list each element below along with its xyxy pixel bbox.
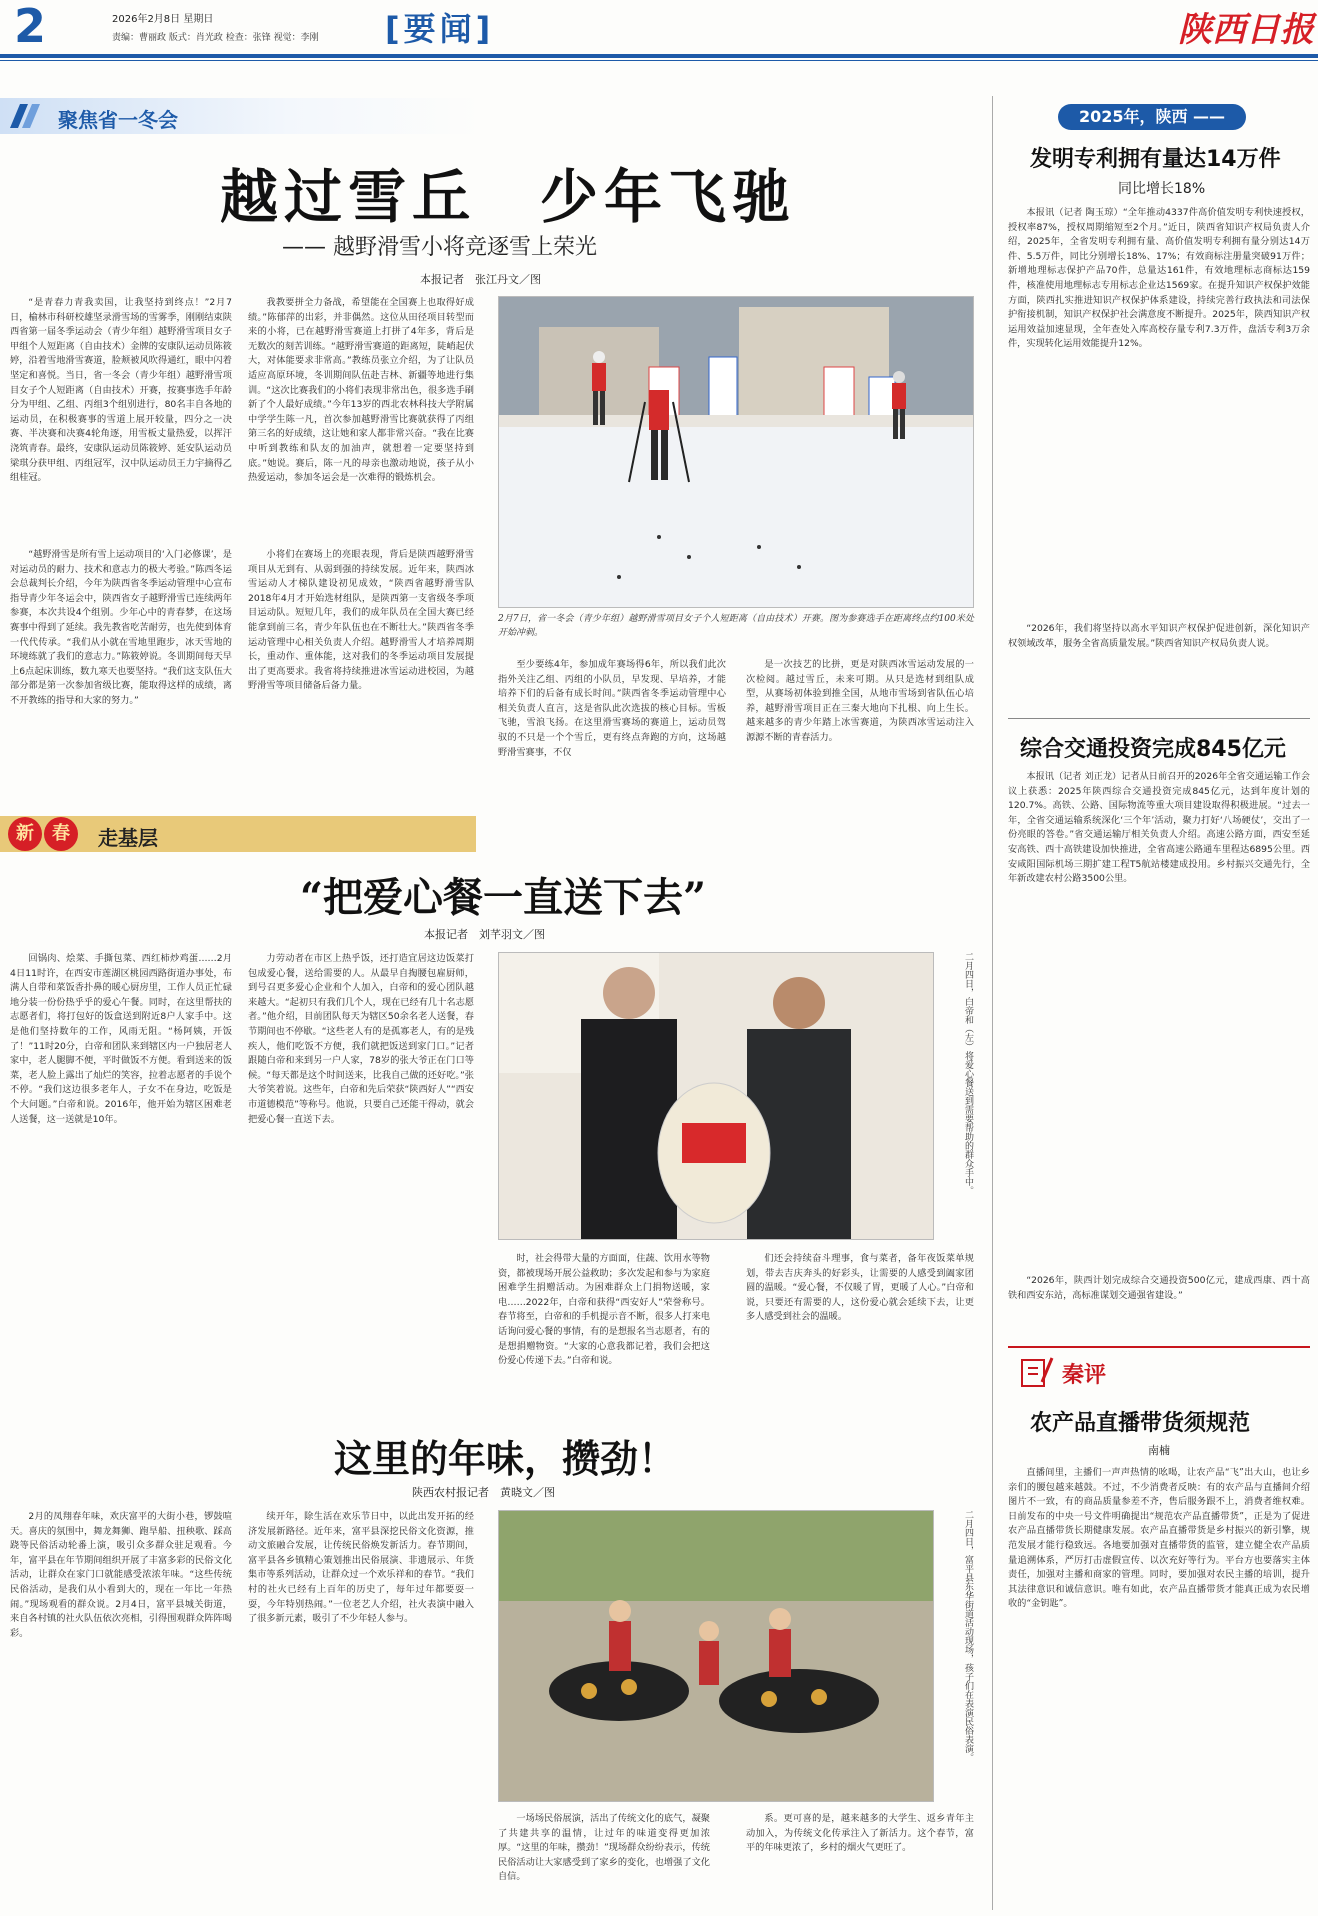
- column-divider: [992, 96, 993, 1910]
- masthead: [0, 0, 1318, 56]
- article-column: 2月的凤翔春年味，欢庆富平的大街小巷，锣鼓喧天。喜庆的氛围中，舞龙舞狮、跑旱船、扭秧歌、踩高跷等民俗活动轮番上演，吸引众多群众驻足观看。今年，富平县在年节期间组织开展了丰富多彩的民俗文化活动，让群众在家门口就能感受浓浓年味。“这些传统民俗活动，是我们从小看到大的，现在一年比一年热闹。”现场观看的群众说。2月4日，富平县城关街道，来自各村镇的社火队伍依次亮相，引得围观群众阵阵喝彩。: [10, 1511, 232, 1639]
- article-column: 系。更可喜的是，越来越多的大学生、返乡青年主动加入，为传统文化传承注入了新活力。这个春节，富平的年味更浓了，乡村的烟火气更旺了。: [746, 1813, 974, 1854]
- photo-caption-top: 2月7日，省一冬会（青少年组）越野滑雪项目女子个人短距离（自由技术）开赛。图为参赛选手在距离终点约100米处开始冲刺。: [498, 614, 974, 638]
- pen-icon: [1020, 1356, 1054, 1388]
- subheadline-top: —— 越野滑雪小将竞逐雪上荣光: [282, 235, 597, 260]
- rail-topic-pill: 2025年，陕西 ——: [1058, 104, 1246, 130]
- article-column: “越野滑雪是所有雪上运动项目的‘入门必修课’，是对运动员的耐力、技术和意志力的极大考验。”陈西冬运会总裁判长介绍，今年为陕西省冬季运动管理中心宣布指导青少年冬运会中，陕西省女子越野滑雪已连续两年参赛，本次共设4个组别。少年心中的青春梦，在这场赛事中得到了延续。我先教省吃苦耐劳，也先使到体育一代代传承。“我们从小就在雪地里跑步，冰天雪地的环境练就了我们的意志力。”陈筱婷说。冬训期间每天早上6点起床训练，数九寒天也要坚持。“我们这支队伍大部分都是第一次参加省级比赛，能取得这样的成绩，离不开教练的指导和大家的努力。”: [10, 549, 232, 706]
- slash-icon: [10, 104, 40, 128]
- article-column: “是青春力青我卖国，让我坚持到终点！”2月7日，榆林市科研校雄坚录滑雪场的雪雾季，刚刚结束陕西省第一届冬季运动会（青少年组）越野滑雪项目女子甲组个人短距离（自由技术）金牌的安康队运动员陈筱婷，沿着雪地滑雪赛道，脸颊被风吹得通红，眼中闪着坚定和喜悦。当日，省一冬会（青少年组）越野滑雪项目女子个人短距离（自由技术）开赛，按赛事选手年龄分为甲组、乙组、丙组3个组别进行，80名丰自各地的运动员，在积极赛事的雪道上展开较量，四分之一决赛、半决赛和决赛4轮角逐，用雪板丈量热爱，以挥汗浇筑青春。最终，安康队运动员陈筱婷、延安队运动员梁琪分获甲组、丙组冠军，汉中队运动员王力宇摘得乙组桂冠。: [10, 297, 232, 484]
- masthead-rule-thin: [0, 60, 1318, 61]
- article-column: 直播间里，主播们一声声热情的吆喝，让农产品“飞”出大山，也让乡亲们的腰包越来越鼓。不过，不少消费者反映：有的农产品与直播间介绍图片不一致，有的商品质量参差不齐，售后服务跟不上，消费者维权难。日前发布的中央一号文件明确提出“规范农产品直播带货”，正是为了促进农产品直播带货长期健康发展。农产品直播带货是乡村振兴的新引擎，规范发展才能行稳致远。各地要加强对直播带货的监管，建立健全农产品质量追溯体系，严厉打击虚假宣传、以次充好等行为。平台方也要落实主体责任，加强对主播和商家的管理。同时，要加强对农民主播的培训，提升其法律意识和诚信意识。唯有如此，农产品直播带货才能真正成为农民增收的“金钥匙”。: [1008, 1467, 1310, 1610]
- commentary-author: 南楠: [1148, 1444, 1170, 1457]
- article-column: 本报讯（记者 刘正龙）记者从日前召开的2026年全省交通运输工作会议上获悉：2025年陕西综合交通投资完成845亿元，达到年度计划的120.7%。高铁、公路、国际物流等重大项目建设取得积极进展。“过去一年，全省交通运输系统深化‘三个年’活动，聚力打好‘八场硬仗’，交出了一份亮眼的答卷。”省交通运输厅相关负责人介绍。高速公路方面，西安至延安高铁、西十高铁建设加快推进，全省高速公路通车里程达6895公里。西安咸阳国际机场三期扩建工程T5航站楼建成投用。乡村振兴交通先行，全年新改建农村公路3500公里。: [1008, 771, 1310, 885]
- folk-festival-illustration: [499, 1511, 934, 1802]
- editor-credits: 责编：曹丽政 版式：肖光政 检查：张锋 视觉：李刚: [112, 33, 319, 43]
- article-column: 续开年，除生活在欢乐节日中，以此出发开拓的经济发展新路径。近年来，富平县深挖民俗文化资源，推动文旅融合发展，让传统民俗焕发新活力。春节期间，富平县各乡镇精心策划推出民俗展演、非遗展示、年货集市等系列活动，让群众过一个欢乐祥和的春节。“我们村的社火已经有上百年的历史了，每年过年都要耍一耍，今年特别热闹。”一位老艺人介绍，社火表演中融入了很多新元素，吸引了不少年轻人参与。: [248, 1511, 474, 1625]
- issue-date: 2026年2月8日 星期日: [112, 14, 214, 25]
- article-column: 一场场民俗展演，活出了传统文化的底气，凝聚了共建共享的温情，让过年的味道变得更加浓厚。“这里的年味，攒劲！”现场群众纷纷表示，传统民俗活动让大家感受到了家乡的变化，也增强了文化自信。: [498, 1813, 710, 1883]
- article-column: 至少要练4年，参加成年赛场得6年，所以我们此次指外关注乙组、丙组的小队员，早发现、早培养，才能培养下们的后备有成长时间。”陕西省冬季运动管理中心相关负责人直言，这是省队此次选拔的核心目标。雪板飞驰，雪浪飞扬。在这里滑雪赛场的赛道上，运动员驾驭的不只是一个个雪丘，更有终点奔跑的方向，这场越野滑雪赛事，不仅: [498, 659, 726, 758]
- topic-band-label: 聚焦省一冬会: [58, 108, 178, 132]
- headline-patents: 发明专利拥有量达14万件: [1030, 147, 1281, 172]
- band-char-spring: 春: [44, 817, 78, 851]
- article-column: 是一次技艺的比拼，更是对陕西冰雪运动发展的一次检阅。越过雪丘，未来可期。从只是选材到组队成型，从赛场初体验到推全国，从地市雪场到省队伍心培养，越野滑雪项目正在三秦大地向下扎根、向上生长。越来越多的青少年踏上冰雪赛道，为陕西冰雪运动注入源源不断的青春活力。: [746, 659, 974, 743]
- rail-divider: [1008, 718, 1310, 719]
- headline-transport: 综合交通投资完成845亿元: [1020, 737, 1286, 762]
- folk-festival-photo: [498, 1510, 934, 1802]
- masthead-rule: [0, 54, 1318, 58]
- topic-band: [0, 98, 480, 134]
- article-column: 回锅肉、烩菜、手撕包菜、西红柿炒鸡蛋……2月4日11时许，在西安市莲湖区桃园西路街道办事处，布满人自带和菜饭香扑鼻的暖心厨房里，工作人员正忙碌地分装一份份热乎乎的爱心午餐。同时，在这里帮扶的志愿者们，将打包好的饭盒送到附近8户人家手中。这是他们坚持数年的工作，风雨无阻。“杨阿姨，开饭了！”11时20分，白帝和团队来到辖区内一户独居老人家中，老人腿脚不便，平时做饭不方便。看到送来的饭菜，老人脸上露出了灿烂的笑容，拉着志愿者的手说个不停。“我们这边很多老年人，子女不在身边，吃饭是个大问题。”白帝和说。2016年，他开始为辖区困难老人送餐，这一送就是10年。: [10, 953, 232, 1125]
- byline-bottom: 陕西农村报记者 黄晓文／图: [412, 1486, 555, 1499]
- article-column: “2026年，陕西计划完成综合交通投资500亿元，建成西康、西十高铁和西安东站，高标准谋划交通强省建设。”: [1008, 1275, 1310, 1301]
- commentary-brand: 秦评: [1062, 1362, 1107, 1388]
- feature-band-label: 走基层: [98, 826, 158, 850]
- section-label: [要闻]: [385, 10, 495, 48]
- byline-middle: 本报记者 刘芊羽文／图: [424, 928, 545, 941]
- headline-middle: “把爱心餐一直送下去”: [300, 874, 707, 921]
- photo-caption-bottom: 二月四日，富平县东华街道活动现场，孩子们在表演民俗表演。: [963, 1510, 973, 1762]
- page-number: 2: [14, 0, 47, 53]
- article-column: 时，社会得带大量的方面面，住蔬、饮用水等物资，都被现场开展公益救助；多次发起和参与为家庭困难学生捐赠活动。为困难群众上门捐物送暖，家电……2022年，白帝和获得“西安好人”荣誉称号。春节将至，白帝和的手机提示音不断，很多人打来电话询问爱心餐的事情，有的是想报名当志愿者，有的是想捐赠物资。“大家的心意我都记着，我们会把这份爱心传递下去。”白帝和说。: [498, 1253, 710, 1367]
- photo-caption-middle: 二月四日，白帝和（左）将爱心餐送到需要帮助的群众手中。: [963, 952, 973, 1195]
- byline-top: 本报记者 张江丹文／图: [420, 273, 541, 286]
- article-column: 力劳动者在市区上热乎饭，还打造宜居这边饭菜打包成爱心餐，送给需要的人。从最早自掏腰包雇厨师，到号召更多爱心企业和个人加入，白帝和的爱心团队越来越大。“起初只有我们几个人，现在已经有几十名志愿者。”他介绍，目前团队每天为辖区50余名老人送餐，春节期间也不停歇。“这些老人有的是孤寡老人，有的是残疾人，他们吃饭不方便，我们就把饭送到家门口。”记者跟随白帝和来到另一户人家，78岁的张大爷正在门口等候。“每天都是这个时间送来，比我自己做的还好吃。”张大爷笑着说。这些年，白帝和先后荣获“陕西好人”“西安市道德模范”等称号。他说，只要自己还能干得动，就会把爱心餐一直送下去。: [248, 953, 474, 1125]
- commentary-rule: [1008, 1346, 1310, 1348]
- article-column: 本报讯（记者 陶玉琼）“全年推动4337件高价值发明专利快速授权，授权率87%，授权周期缩短至2个月。”近日，陕西省知识产权局负责人介绍，2025年，全省发明专利拥有量、高价值发明专利拥有量分别达14万件、5.5万件，同比分别增长18%、17%；有效商标注册量突破91万件；新增地理标志保护产品70件，总量达161件，有效地理标志商标达159件，核准使用地理标志专用标志企业达1569家。在提升知识产权保护效能方面，陕西扎实推进知识产权保护体系建设，持续完善行政执法和司法保护衔接机制，知识产权保护社会满意度不断提升。2025年，陕西知识产权运用效益加速显现，全年查处入库高校存量专利7.3万件，盘活专利3万余件，实现转化运用效能提升12%。: [1008, 207, 1310, 350]
- band-char-new: 新: [8, 817, 42, 851]
- article-column: 们还会持续奋斗理事，食与菜者，备年夜饭菜单规划，带去吉庆奔头的好彩头，让需要的人感受到阖家团圆的温暖。“爱心餐，不仅暖了胃，更暖了人心。”白帝和说，只要还有需要的人，这份爱心就会延续下去，让更多人感受到社会的温暖。: [746, 1253, 974, 1323]
- headline-bottom: 这里的年味，攒劲！: [334, 1436, 677, 1481]
- volunteer-illustration: [499, 953, 934, 1240]
- article-column: 小将们在赛场上的亮眼表现，背后是陕西越野滑雪项目从无到有、从弱到强的持续发展。近年来，陕西冰雪运动人才梯队建设初见成效，“陕西省越野滑雪队2018年4月才开始选材组队，是陕西第一支省级冬季项目运动队。短短几年，我们的成年队员在全国大赛已经能拿到前三名，青少年队伍也在不断壮大。”陕西省冬季运动管理中心相关负责人介绍。越野滑雪人才培养周期长，重动作、重体能，这对我们的冬季运动项目发展提出了更高要求。我省将持续推进冰雪运动进校园，为越野滑雪等项目储备后备力量。: [248, 549, 474, 692]
- article-column: 我教要拼全力备战，希望能在全国赛上也取得好成绩。”陈郁萍的出彩，并非偶然。这位从田径项目转型而来的小将，已在越野滑雪赛道上打拼了4年多，背后是无数次的刻苦训练。“越野滑雪赛道的距离短，陡峭起伏大，对体能要求非常高。”教练员张立介绍，为了让队员适应高原环境，冬训期间队伍赴吉林、新疆等地进行集训。“这次比赛我们的小将们表现非常出色，很多选手刷新了个人最好成绩。”今年13岁的西北农林科技大学附属中学学生陈一凡，首次参加越野滑雪比赛就获得了丙组第三名的好成绩，这让她和家人都非常兴奋。“我在比赛中听到教练和队友的加油声，就想着一定要坚持到底。”她说。赛后，陈一凡的母亲也激动地说，孩子从小热爱运动，参加冬运会是一次难得的锻炼机会。: [248, 297, 474, 484]
- headline-commentary: 农产品直播带货须规范: [1030, 1411, 1251, 1436]
- feature-band: [0, 816, 476, 852]
- ski-race-photo: [498, 296, 974, 608]
- headline-top: 越过雪丘 少年飞驰: [220, 163, 797, 231]
- subheadline-patents: 同比增长18%: [1118, 181, 1206, 197]
- article-column: “2026年，我们将坚持以高水平知识产权保护促进创新，深化知识产权领域改革，服务全省高质量发展。”陕西省知识产权局负责人说。: [1008, 623, 1310, 649]
- newspaper-logo: 陕西日报: [1178, 10, 1314, 50]
- volunteer-photo: [498, 952, 934, 1240]
- ski-race-illustration: [499, 297, 974, 608]
